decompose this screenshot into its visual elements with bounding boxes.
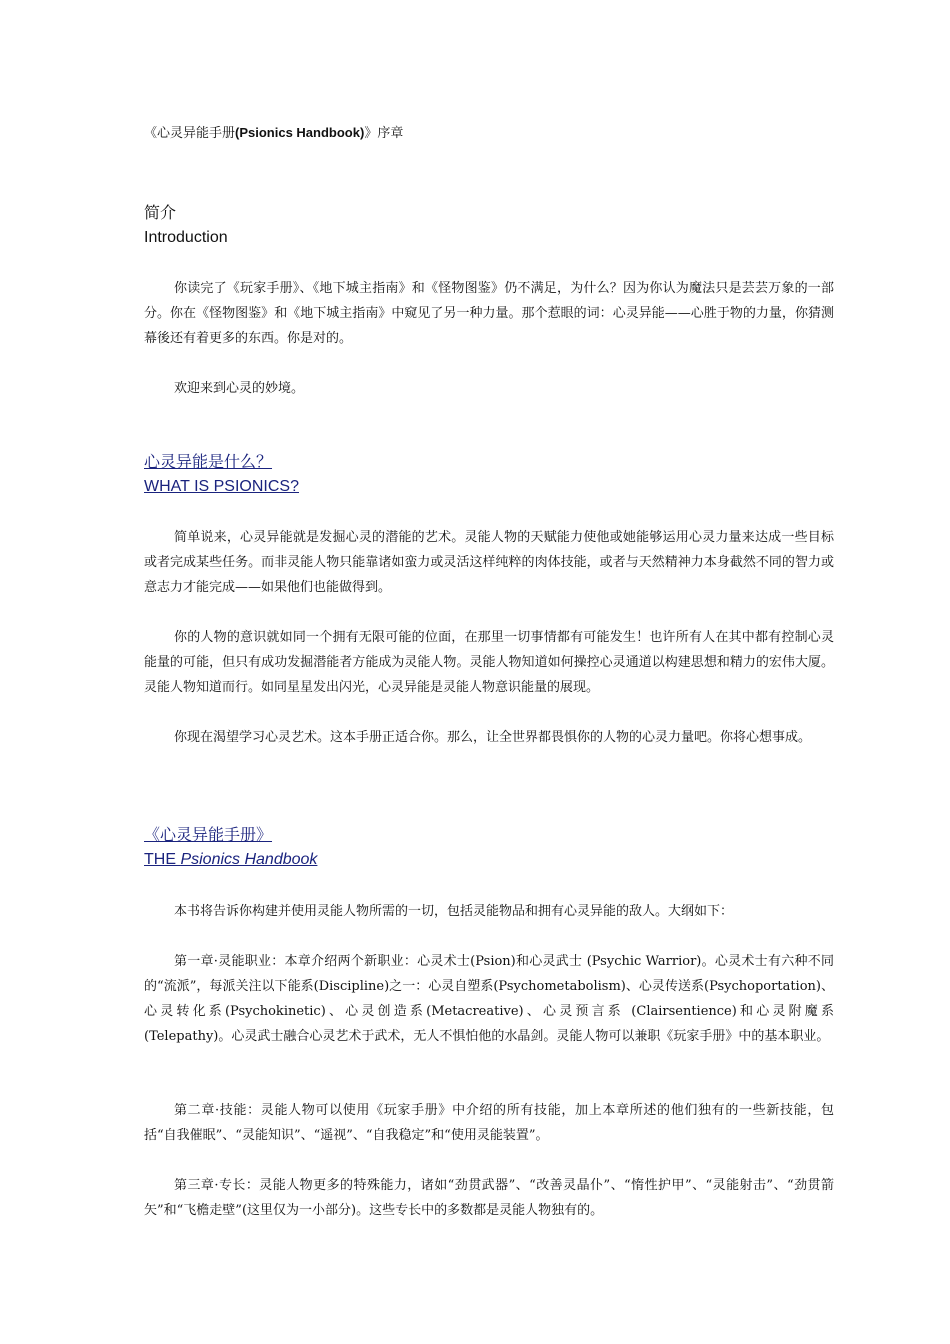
paragraph: 第二章·技能：灵能人物可以使用《玩家手册》中介绍的所有技能，加上本章所述的他们独有的一些新技能，包括“自我催眠”、“灵能知识”、“遥视”、“自我稳定”和“使用灵能装置”。 [144,1103,834,1143]
heading-en-italic[interactable]: Psionics Handbook [180,851,318,868]
paragraph: 你读完了《玩家手册》、《地下城主指南》和《怪物图鉴》仍不满足，为什么？因为你认为魔法只是芸芸万象的一部分。你在《怪物图鉴》和《地下城主指南》中窥见了另一种力量。那个惹眼的词：心灵异能——心胜于物的力量，你猜测幕後还有着更多的东西。你是对的。 [144,281,834,346]
paragraph: 第三章·专长：灵能人物更多的特殊能力，诸如“劲贯武器”、“改善灵晶仆”、“惰性护甲”、“灵能射击”、“劲贯箭矢”和“飞檐走壁”(这里仅为一小部分)。这些专长中的多数都是灵能人物独有的。 [144,1178,834,1218]
title-suffix: 》序章 [364,126,404,141]
title-prefix: 《心灵异能手册 [144,126,236,141]
paragraph: 第一章·灵能职业：本章介绍两个新职业：心灵术士(Psion)和心灵武士 (Psychic Warrior)。心灵术士有六种不同的“流派”，每派关注以下能系(Discipline)之一：心灵自塑系(Psychometabolism)、心灵传送系(Psychoportation)、心灵转化系(Psychokinetic)、心灵创造系(Metacreative)、心灵预言系 (Clairsentience)和心灵附魔系(Telepathy)。心灵武士融合心灵艺术于武术，无人不惧怕他的水晶剑。灵能人物可以兼职《玩家手册》中的基本职业。 [144,954,834,1044]
heading-en-plain[interactable]: THE [144,851,181,868]
heading-zh[interactable]: 心灵异能是什么？ [144,452,273,471]
heading-zh: 简介 [144,203,177,222]
document-title [144,122,403,141]
paragraph: 本书将告诉你构建并使用灵能人物所需的一切，包括灵能物品和拥有心灵异能的敌人。大纲如下： [174,904,734,919]
heading-zh[interactable]: 《心灵异能手册》 [144,825,273,844]
section-heading-handbook[interactable] [144,822,317,872]
heading-en: Introduction [144,229,228,246]
paragraph: 简单说来，心灵异能就是发掘心灵的潜能的艺术。灵能人物的天赋能力使他或她能够运用心灵力量来达成一些目标或者完成某些任务。而非灵能人物只能靠诸如蛮力或灵活这样纯粹的肉体技能，或者与天然精神力本身截然不同的智力或意志力才能完成——如果他们也能做得到。 [144,530,834,595]
heading-en[interactable]: WHAT IS PSIONICS? [144,478,299,495]
section-heading-what-is-psionics[interactable] [144,449,299,499]
paragraph: 你的人物的意识就如同一个拥有无限可能的位面，在那里一切事情都有可能发生！也许所有人在其中都有控制心灵能量的可能，但只有成功发掘潜能者方能成为灵能人物。灵能人物知道如何操控心灵通道以构建思想和精力的宏伟大厦。灵能人物知道而行。如同星星发出闪光，心灵异能是灵能人物意识能量的展现。 [144,630,834,695]
section-heading-introduction [144,200,228,250]
heading-en[interactable] [144,847,317,872]
paragraph: 你现在渴望学习心灵艺术。这本手册正适合你。那么，让全世界都畏惧你的人物的心灵力量吧。你将心想事成。 [174,730,812,745]
paragraph: 欢迎来到心灵的妙境。 [174,381,305,396]
title-bold: (Psionics Handbook) [235,125,365,140]
